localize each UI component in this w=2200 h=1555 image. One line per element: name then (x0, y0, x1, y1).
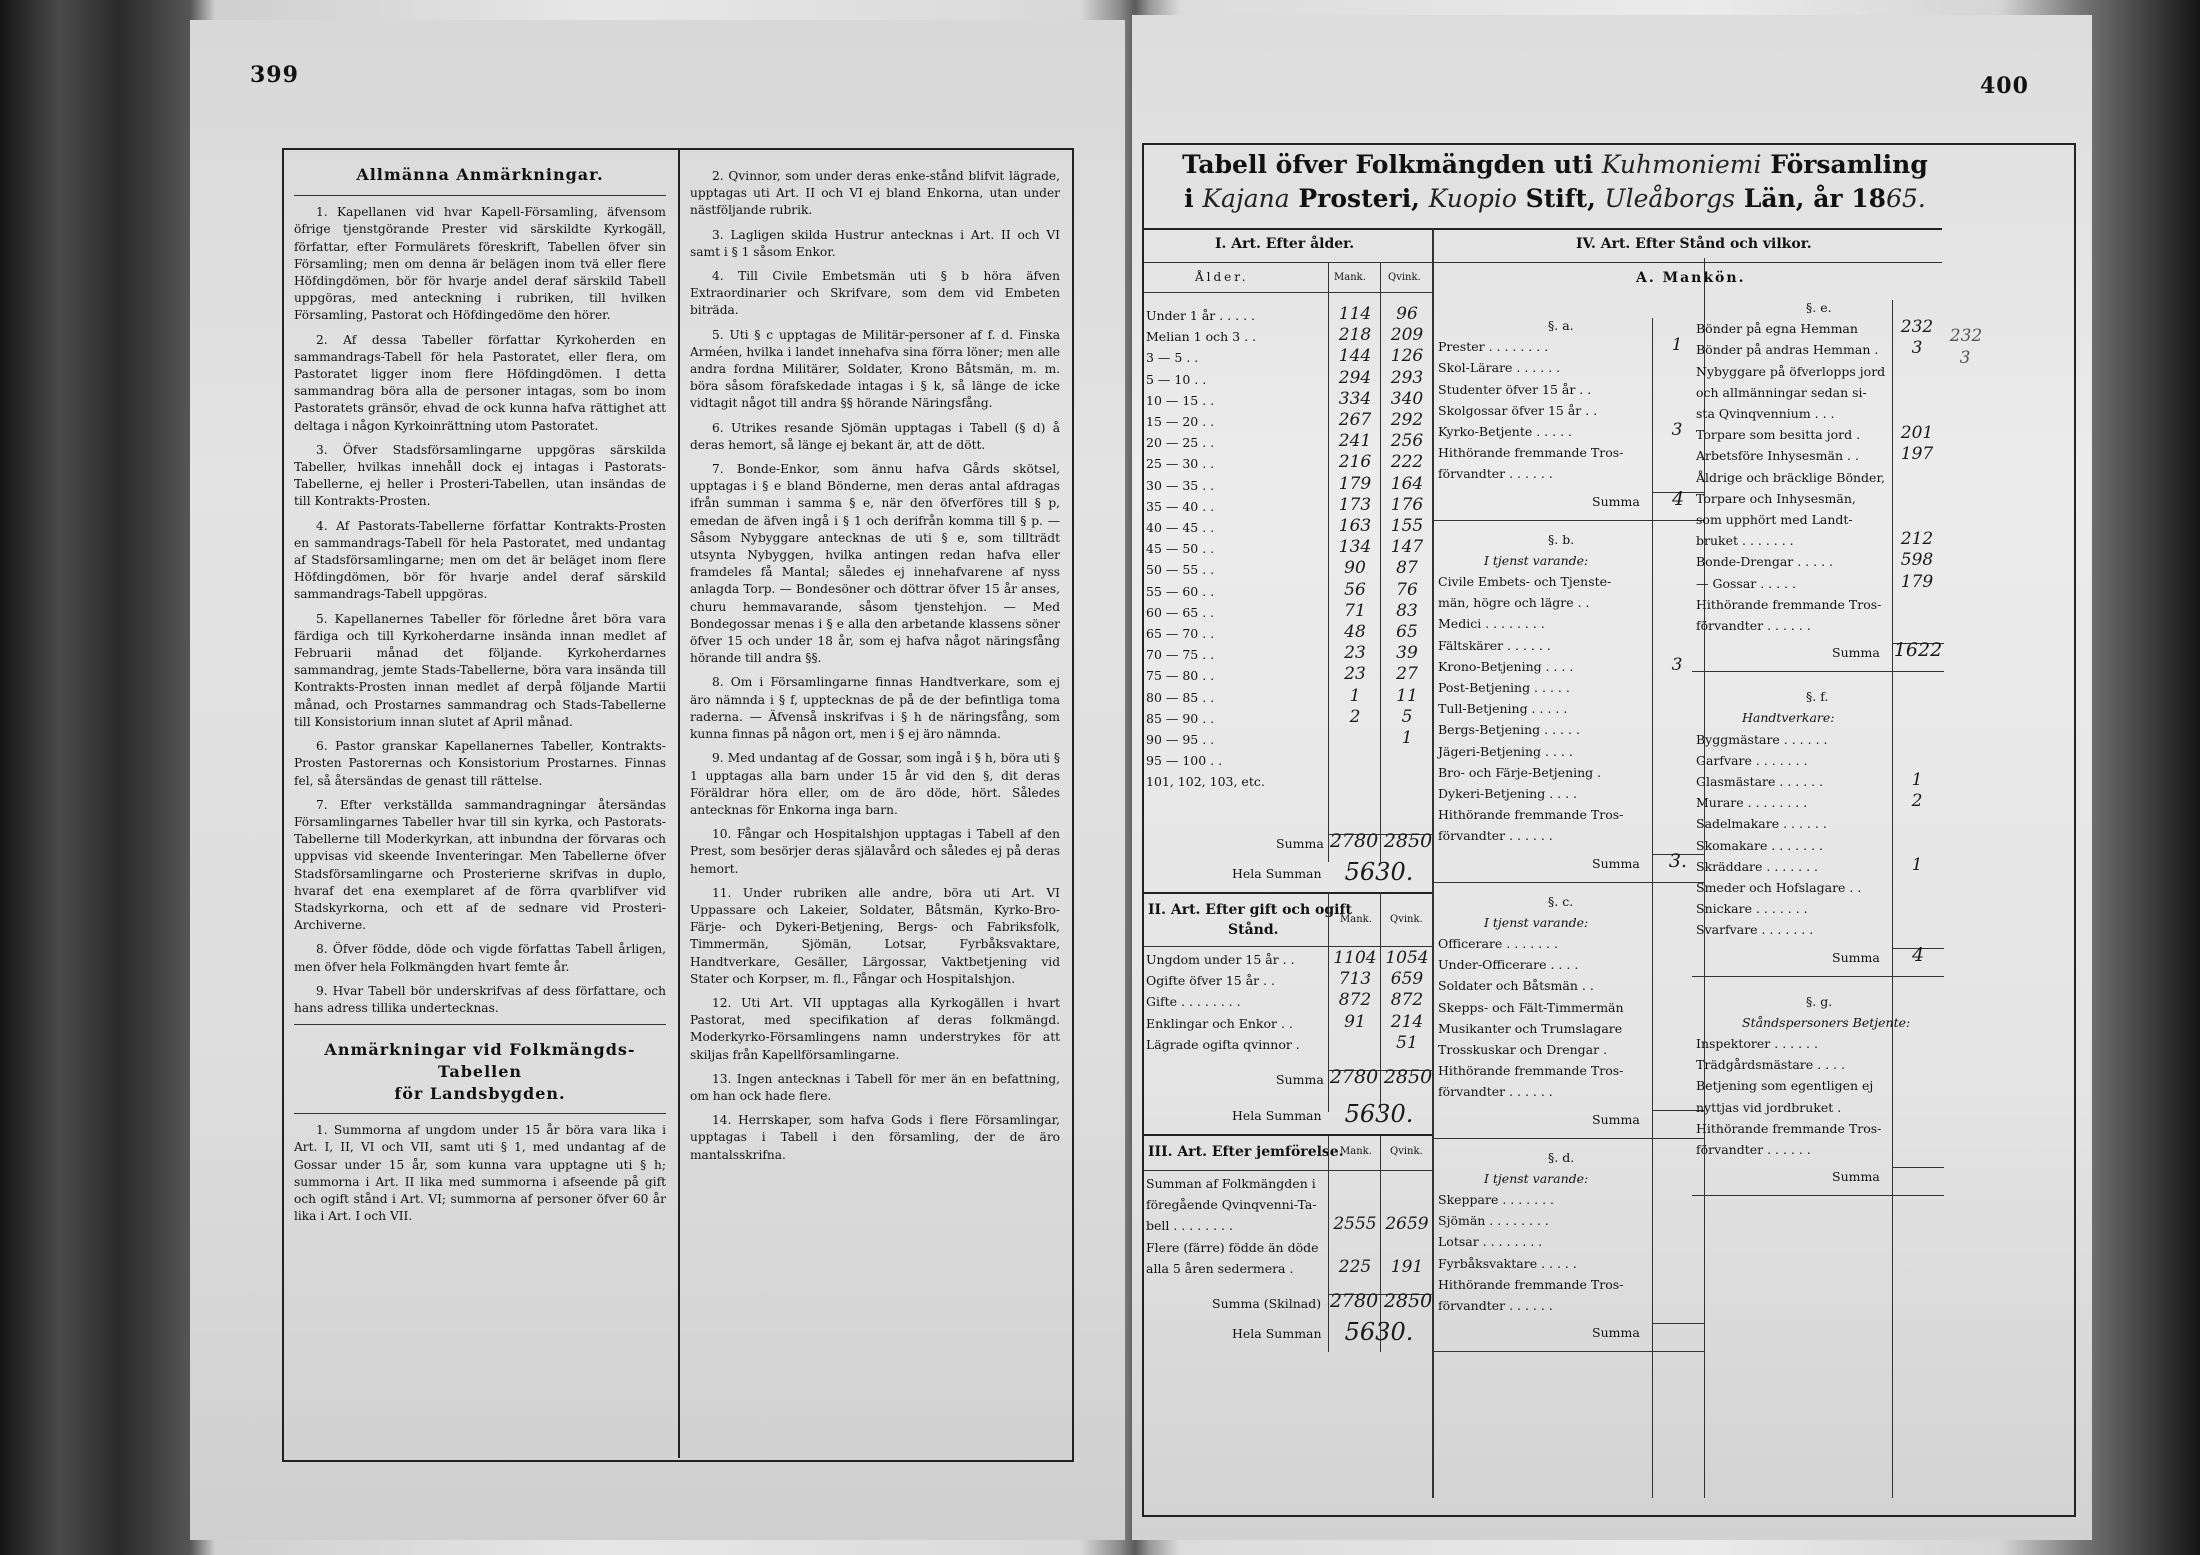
art1-row-mank: 294 (1338, 367, 1372, 388)
title-parish-handwritten: Kuhmoniemi (1601, 150, 1762, 179)
se-row-label: förvandter . . . . . . (1696, 618, 1811, 633)
title-line-1 (1180, 148, 1930, 182)
se-row-value: 598 (1900, 550, 1934, 571)
remark-8: 8. Öfver födde, döde och vigde författas Tabell årligen, men öfver hela Folkmängden hvart femte år. (294, 942, 666, 974)
sa-row-label: Skolgossar öfver 15 år . . (1438, 402, 1598, 418)
art1-row-label: 80 — 85 . . (1146, 689, 1215, 705)
sb-row-label: förvandter . . . . . . (1438, 828, 1553, 844)
art1-row-label: 50 — 55 . . (1146, 562, 1215, 578)
sb-row-label: Krono-Betjening . . . . (1438, 658, 1574, 674)
art2-row-qvink: 51 (1396, 1032, 1418, 1053)
art1-row-mank: 134 (1338, 537, 1372, 558)
art1-row-label: 35 — 40 . . (1146, 498, 1215, 514)
sc-end-rule (1434, 1138, 1704, 1139)
sa-row-label: Skol-Lärare . . . . . . (1438, 360, 1561, 376)
art2-hela: 5630. (1344, 1100, 1414, 1128)
sa-summa-value: 4 (1671, 487, 1685, 510)
art1-row-mank: 90 (1344, 558, 1366, 579)
art3-heading: III. Art. Efter jemförelse. (1148, 1144, 1344, 1160)
art4-right-value-col (1892, 300, 1893, 1498)
landsbygd-remark-2: 2. Qvinnor, som under deras enke-stånd blifvit lägrade, upptagas uti Art. II och VI ej bland Enkorna, utan under nästföljande rubrik. (690, 169, 1060, 218)
sa-end-rule (1434, 520, 1704, 521)
title-year-handwritten: 65. (1886, 184, 1926, 213)
sf-row-label: Snickare . . . . . . . (1696, 901, 1808, 917)
art3-row-label: Summan af Folkmängden i (1146, 1176, 1316, 1191)
art1-vline-1 (1328, 262, 1329, 862)
sf-summa-value: 4 (1911, 943, 1925, 966)
sf-title: §. f. (1806, 689, 1829, 705)
art2-row-label: Ungdom under 15 år . . (1146, 952, 1295, 967)
art2-row-qvink: 659 (1390, 969, 1424, 990)
sf-end-rule (1692, 976, 1944, 977)
title-text-5: Stift, (1525, 184, 1596, 213)
table-title (1180, 148, 1930, 216)
art1-col-mank: Mank. (1334, 272, 1366, 283)
se-row-value: 212 (1900, 529, 1934, 550)
art3-row-qvink: 2659 (1385, 1214, 1429, 1235)
se-row-label: bruket . . . . . . . (1696, 533, 1794, 549)
art1-row-label: 20 — 25 . . (1146, 435, 1215, 451)
se-row-label: sta Qvinqvennium . . . (1696, 406, 1835, 421)
art2-col-qvink: Qvink. (1390, 914, 1423, 925)
art1-row-mank: 1 (1349, 685, 1361, 706)
se-row-label: Åldrige och bräcklige Bönder, (1696, 469, 1886, 485)
remarks-column-2 (690, 168, 1060, 1171)
se-row-label: som upphört med Landt- (1696, 512, 1853, 527)
sa-row-label: Hithörande fremmande Tros- (1438, 445, 1624, 461)
se-row-value: 179 (1900, 571, 1934, 592)
art1-row-label: Melian 1 och 3 . . (1146, 329, 1256, 345)
landsbygd-remark-11: 11. Under rubriken alle andre, böra uti Art. VI Uppassare och Lakeier, Soldater, Båtsmän, Kyrko-Bro-Färje- och Dykeri-Betjening, Bergs- och Fabriksfolk, Timmermän, Sjömän, Lotsar, Fyrbåksvaktare, Handtverkare, Gesäller, Lärgossar, Vaktbetjening vid Stater och Korpser, m. fl., Fångar och Hospitalshjon. (690, 885, 1060, 986)
art1-row-label: 45 — 50 . . (1146, 541, 1215, 557)
art3-summa-qvink: 2850 (1383, 1290, 1433, 1312)
sf-subtitle: Handtverkare: (1742, 710, 1835, 726)
table-header-rule (1144, 228, 1942, 230)
art1-row-qvink: 83 (1396, 600, 1418, 621)
art1-row-mank: 173 (1338, 494, 1372, 515)
art1-row-label: Under 1 år . . . . . (1146, 308, 1256, 323)
landsbygd-remark-4: 4. Till Civile Embetsmän uti § b höra äfven Extraordinarier och Skrifvare, som dem vid Embeten biträda. (690, 269, 1060, 318)
sb-row-label: män, högre och lägre . . (1438, 595, 1590, 611)
sf-row-label: Svarfvare . . . . . . . (1696, 922, 1814, 938)
remarks-heading: Allmänna Anmärkningar. (356, 165, 604, 184)
art1-row-label: 55 — 60 . . (1146, 583, 1215, 599)
art1-row-mank: 334 (1338, 388, 1372, 409)
sc-row-label: Soldater och Båtsmän . . (1438, 978, 1594, 994)
sd-row-label: Lotsar . . . . . . . . (1438, 1234, 1543, 1250)
remark-9: 9. Hvar Tabell bör underskrifvas af dess författare, och hans adress tillika undertecknas. (294, 983, 666, 1015)
art3-row-qvink: 191 (1390, 1256, 1424, 1277)
art3-row-label: alla 5 åren sedermera . (1146, 1260, 1294, 1276)
art1-row-qvink: 209 (1390, 325, 1424, 346)
sa-row-label: Studenter öfver 15 år . . (1438, 381, 1592, 397)
title-text-6: Län, år 18 (1743, 184, 1887, 213)
sb-title: §. b. (1548, 531, 1575, 547)
sb-row-label: Medici . . . . . . . . (1438, 616, 1545, 632)
sub-heading-rule (294, 1113, 666, 1114)
art1-row-qvink: 5 (1401, 706, 1413, 727)
art1-row-qvink: 340 (1390, 388, 1424, 409)
sd-subtitle: I tjenst varande: (1484, 1170, 1589, 1186)
art1-row-mank: 241 (1338, 431, 1372, 452)
art4-heading: IV. Art. Efter Stånd och vilkor. (1576, 236, 1812, 252)
sc-row-label: förvandter . . . . . . (1438, 1084, 1553, 1100)
sf-row-label: Garfvare . . . . . . . (1696, 752, 1808, 768)
art1-colhead-rule (1144, 292, 1432, 293)
sc-row-label: Trosskuskar och Drengar . (1438, 1042, 1608, 1057)
sa-title: §. a. (1548, 318, 1574, 333)
art1-row-qvink: 39 (1396, 643, 1418, 664)
art1-heading: I. Art. Efter ålder. (1215, 236, 1355, 252)
art1-row-qvink: 293 (1390, 367, 1424, 388)
sf-row-value: 2 (1911, 791, 1923, 812)
art2-heading-2: Stånd. (1228, 922, 1279, 938)
sb-row-value: 3 (1671, 654, 1683, 675)
art1-row-label: 25 — 30 . . (1146, 456, 1215, 472)
art2-bottom-rule (1144, 1134, 1432, 1136)
art1-row-qvink: 256 (1390, 431, 1424, 452)
left-page (190, 20, 1125, 1540)
title-line-2 (1180, 182, 1930, 216)
art2-row-qvink: 872 (1390, 990, 1424, 1011)
art1-row-qvink: 222 (1390, 452, 1424, 473)
title-county-handwritten: Uleåborgs (1604, 184, 1736, 213)
sg-summa-label: Summa (1832, 1169, 1880, 1185)
sa-row-label: Prester . . . . . . . . (1438, 339, 1549, 355)
sb-row-label: Post-Betjening . . . . . (1438, 680, 1570, 695)
remark-4: 4. Af Pastorats-Tabellerne författar Kontrakts-Prosten en sammandrags-Tabell för hela Pastoratet, med undantag af Stadsförsamlingarne; men om det är beläget inom flere Höfdingdömen, bör för hvarje andel deraf särskild sammandrags-Tabell uppgöras. (294, 518, 666, 602)
art1-summa-mank: 2780 (1329, 830, 1379, 852)
sb-row-label: Jägeri-Betjening . . . . (1438, 743, 1573, 759)
art2-summa-mank: 2780 (1329, 1066, 1379, 1088)
left-page-number: 399 (250, 62, 299, 88)
sa-row-label: förvandter . . . . . . (1438, 466, 1553, 482)
art1-row-label: 10 — 15 . . (1146, 392, 1215, 408)
sd-row-label: Skeppare . . . . . . . (1438, 1192, 1554, 1207)
art1-row-mank: 56 (1344, 579, 1366, 600)
art4-sub: A. Mankön. (1636, 270, 1746, 286)
sg-row-label: förvandter . . . . . . (1696, 1142, 1811, 1157)
sf-row-label: Smeder och Hofslagare . . (1696, 880, 1862, 895)
art1-row-label: 40 — 45 . . (1146, 520, 1215, 535)
art1-row-mank: 163 (1338, 516, 1372, 536)
sb-row-label: Hithörande fremmande Tros- (1438, 807, 1624, 823)
se-row-value: 201 (1900, 423, 1934, 444)
art2-hela-label: Hela Summan (1232, 1108, 1322, 1123)
art3-col-qvink: Qvink. (1390, 1146, 1423, 1157)
sub-heading-line-1: Anmärkningar vid Folkmängds-Tabellen (324, 1040, 636, 1082)
sf-row-label: Sadelmakare . . . . . . (1696, 816, 1827, 832)
art1-row-qvink: 76 (1396, 579, 1418, 600)
sa-row-value: 3 (1671, 420, 1683, 440)
art1-hela-label: Hela Summan (1232, 866, 1322, 881)
art3-row-label: bell . . . . . . . . (1146, 1218, 1233, 1234)
sg-subtitle: Ståndspersoners Betjente: (1742, 1014, 1911, 1030)
remarks-column-1 (294, 160, 666, 1232)
landsbygd-remark-7: 7. Bonde-Enkor, som ännu hafva Gårds skötsel, upptagas i § e bland Bönderne, men deras antal afdragas ifrån summan i samma § e, när den öfverföres till § p, emedan de äfven ingå i § 1 och derifrån komma till § p. — Såsom Nybyggare antecknas de uti § e, som tillträdt utsynta Nybyggen, hvilka antingen redan hafva eller framdeles få Mantal; således ej innehafvarene af nyss anlagda Torp. — Bondesöner och döttrar öfver 15 år anses, churu hemmavarande, såsom tjenstehjon. — Med Bondegossar menas i § e alla den arbetande klassens söner öfver 15 och under 18 år, som ej hafva något näringsfång hörande till andra §§. (690, 462, 1060, 666)
art1-row-label: 15 — 20 . . (1146, 414, 1215, 429)
title-text-3: i (1184, 184, 1194, 213)
art1-summa-label: Summa (1276, 836, 1324, 851)
se-margin-note-2: 3 (1959, 348, 1971, 368)
remark-2: 2. Af dessa Tabeller författar Kyrkoherden en sammandrags-Tabell för hela Pastoratet, eller flera, om Pastoratet ligger inom flere Höfdingdömen. I detta sammandrag böra alla de personer intagas, som bo inom Pastoratets gränsör, ehvad de ock kunna hafva rättighet att deltaga i någon Kyrkoinrättning utom Pastoratet. (294, 332, 666, 433)
title-diocese-handwritten: Kuopio (1428, 184, 1517, 213)
se-row-label: och allmänningar sedan si- (1696, 384, 1867, 400)
sg-title: §. g. (1806, 993, 1833, 1009)
se-summa-value: 1622 (1893, 639, 1943, 662)
art1-row-mank: 144 (1338, 346, 1372, 367)
art1-row-qvink: 27 (1396, 664, 1418, 685)
sf-row-label: Skräddare . . . . . . . (1696, 858, 1819, 874)
art1-row-mank: 71 (1344, 600, 1366, 621)
art3-row-label: Flere (färre) födde än döde (1146, 1239, 1319, 1255)
art3-row-mank: 225 (1338, 1256, 1372, 1277)
art3-hela-label: Hela Summan (1232, 1326, 1322, 1341)
art1-bottom-rule (1144, 892, 1432, 894)
art1-row-mank: 114 (1338, 304, 1372, 324)
art1-row-mank: 218 (1338, 325, 1372, 346)
sb-row-label: Bro- och Färje-Betjening . (1438, 764, 1602, 780)
art1-row-label: 90 — 95 . . (1146, 732, 1215, 747)
art1-col-qvink: Qvink. (1388, 272, 1421, 283)
art1-row-label: 5 — 10 . . (1146, 371, 1207, 387)
sd-summa-rule (1652, 1323, 1704, 1324)
se-row-label: Torpare och Inhysesmän, (1696, 490, 1856, 506)
se-row-label: Bonde-Drengar . . . . . (1696, 554, 1833, 570)
sc-summa-label: Summa (1592, 1111, 1640, 1127)
art2-row-label: Lägrade ogifta qvinnor . (1146, 1036, 1300, 1052)
title-text-4: Prosteri, (1298, 184, 1420, 213)
sg-row-label: Inspektorer . . . . . . (1696, 1036, 1818, 1051)
art2-heading-1: II. Art. Efter gift och ogift (1148, 902, 1352, 918)
art1-row-label: 60 — 65 . . (1146, 604, 1215, 620)
art1-row-mank: 216 (1338, 452, 1372, 473)
se-row-label: Torpare som besitta jord . (1696, 427, 1861, 443)
art4-left-value-col (1652, 318, 1653, 1498)
sb-end-rule (1434, 882, 1704, 883)
art1-summa-qvink: 2850 (1383, 830, 1433, 852)
se-margin-note-1: 232 (1949, 326, 1983, 346)
sf-row-value: 1 (1911, 770, 1923, 790)
title-deanery-handwritten: Kajana (1202, 184, 1290, 213)
art3-head-rule (1144, 1170, 1432, 1171)
title-text-1: Tabell öfver Folkmängden uti (1182, 150, 1594, 179)
art2-row-mank: 713 (1338, 969, 1372, 990)
sb-row-label: Tull-Betjening . . . . . (1438, 701, 1568, 717)
art2-row-mank: 91 (1344, 1011, 1366, 1032)
remark-3: 3. Öfver Stadsförsamlingarne uppgöras särskilda Tabeller, hvilkas innehåll dock ej intagas i Pastorats-Tabellerne, ej heller i Prosteri-Tabellen, utan insändas de till Kontrakts-Prosten. (294, 442, 666, 509)
sd-row-label: Sjömän . . . . . . . . (1438, 1213, 1549, 1229)
sc-row-label: Officerare . . . . . . . (1438, 936, 1558, 951)
sa-row-label: Kyrko-Betjente . . . . . (1438, 424, 1572, 439)
se-row-label: — Gossar . . . . . (1696, 575, 1796, 591)
art2-row-label: Gifte . . . . . . . . (1146, 994, 1241, 1010)
sb-row-label: Bergs-Betjening . . . . . (1438, 722, 1580, 738)
remark-7: 7. Efter verkställda sammandragningar återsändas Församlingarnes Tabeller hvar till sin kyrka, och Pastorats-Tabellerne till Moderkyrkan, att inbundna der förvaras och uppvisas vid skeende Inventeringar. Men Tabellerne öfver Stadsförsamlingarne och Prosterierne skrifvas in duplo, hvaraf det ena exemplaret af de förra qvarblifver vid Stadskyrkorna, och ett af de sednare vid Prosteri-Archiverne. (294, 797, 666, 933)
art1-row-qvink: 87 (1396, 558, 1418, 579)
sc-row-label: Skepps- och Fält-Timmermän (1438, 999, 1624, 1015)
landsbygd-remark-8: 8. Om i Församlingarne finnas Handtverkare, som ej äro nämnda i § f, upptecknas de på de der befintliga toma raderna. — Äfvenså inskrifvas i § h de näringsfång, som kunna finnas på någon ort, men i § ej äro nämnda. (690, 675, 1060, 742)
art1-row-label: 65 — 70 . . (1146, 626, 1215, 641)
art1-row-qvink: 176 (1390, 494, 1424, 515)
art2-row-qvink: 214 (1390, 1011, 1424, 1032)
sd-title: §. d. (1548, 1149, 1575, 1165)
art3-col-mank: Mank. (1340, 1146, 1372, 1157)
sa-summa-label: Summa (1592, 493, 1640, 509)
remark-5: 5. Kapellanernes Tabeller för förledne året böra vara färdiga och till Kyrkoherdarne insända innan medlet af Februarii månad det följande. Kyrkoherdarnes sammandrag, jemte Stads-Tabellerne, böra vara insända till Kontrakts-Prosten innan medlet af derpå följande Martii månad, och Prostarnes sammandrag och Stads-Tabellerne till Konsistorium innan slutet af April månad. (294, 611, 666, 729)
sd-row-label: Fyrbåksvaktare . . . . . (1438, 1255, 1577, 1271)
se-end-rule (1692, 671, 1944, 672)
art2-row-label: Enklingar och Enkor . . (1146, 1015, 1293, 1031)
sg-end-rule (1692, 1195, 1944, 1196)
art1-hela: 5630. (1344, 858, 1414, 886)
se-row-label: Bönder på egna Hemman (1696, 321, 1858, 337)
art1-vline-2 (1380, 262, 1381, 862)
sc-row-label: Hithörande fremmande Tros- (1438, 1063, 1624, 1079)
sb-row-label: Civile Embets- och Tjenste- (1438, 574, 1612, 589)
se-row-label: Hithörande fremmande Tros- (1696, 596, 1882, 612)
landsbygd-remark-3: 3. Lagligen skilda Hustrur antecknas i Art. II och VI samt i § 1 såsom Enkor. (690, 227, 1060, 259)
art1-row-label: 101, 102, 103, etc. (1146, 774, 1265, 790)
art1-row-mank: 48 (1344, 622, 1366, 642)
art2-row-mank: 872 (1338, 990, 1372, 1011)
art1-row-label: 30 — 35 . . (1146, 477, 1215, 493)
art2-row-mank: 1104 (1333, 948, 1377, 968)
art3-row-mank: 2555 (1333, 1214, 1377, 1235)
divider-art4-columns (1704, 258, 1705, 1498)
art1-row-label: 75 — 80 . . (1146, 668, 1215, 684)
art1-row-qvink: 126 (1390, 346, 1424, 367)
sb-row-label: Dykeri-Betjening . . . . (1438, 786, 1578, 801)
art1-row-qvink: 292 (1390, 410, 1424, 430)
sb-summa-label: Summa (1592, 855, 1640, 871)
art1-row-qvink: 1 (1401, 728, 1413, 748)
landsbygd-remark-5: 5. Uti § c upptagas de Militär-personer af f. d. Finska Arméen, hvilka i landet innehafva sina förra löner; men alle andra fordna Militärer, Soldater, Krono Båtsmän, m. m. böra såsom förafskedade intagas i § k, så länge de icke vidtagit något till andra §§ hörande Näringsfång. (690, 327, 1060, 411)
landsbygd-remark-12: 12. Uti Art. VII upptagas alla Kyrkogällen i hvart Pastorat, med specifikation af deras folkmängd. Moderkyrko-Församlingens namn understrykes för att skiljas från Kapellförsamlingarne. (690, 995, 1060, 1062)
art2-row-qvink: 1054 (1385, 948, 1429, 968)
sf-row-value: 1 (1911, 854, 1923, 875)
remark-6: 6. Pastor granskar Kapellanernes Tabeller, Kontrakts-Prosten Pastorernas och Konsistorium Prostarnes. Finnas fel, så återsändas de genast till rättelse. (294, 739, 666, 788)
sub-heading-line-2: för Landsbygden. (394, 1084, 566, 1104)
art1-row-qvink: 11 (1396, 685, 1418, 706)
sf-summa-label: Summa (1832, 949, 1880, 965)
se-row-value: 232 (1900, 317, 1934, 338)
se-title: §. e. (1806, 300, 1832, 315)
art1-row-mank: 267 (1338, 410, 1372, 430)
art1-row-qvink: 96 (1396, 304, 1418, 324)
se-summa-label: Summa (1832, 645, 1880, 661)
art1-row-qvink: 147 (1390, 537, 1424, 558)
sf-row-label: Murare . . . . . . . . (1696, 795, 1808, 811)
sub-heading (294, 1039, 666, 1105)
sa-row-value: 1 (1671, 335, 1683, 356)
sb-row-label: Fältskärer . . . . . . (1438, 637, 1551, 653)
se-row-label: Arbetsföre Inhysesmän . . (1696, 448, 1859, 464)
art1-heading-rule (1144, 262, 1432, 263)
art2-col-mank: Mank. (1340, 914, 1372, 925)
section-rule (294, 1024, 666, 1025)
sd-end-rule (1434, 1351, 1704, 1352)
sb-subtitle: I tjenst varande: (1484, 552, 1589, 568)
art1-row-qvink: 164 (1390, 473, 1424, 494)
sd-row-label: Hithörande fremmande Tros- (1438, 1276, 1624, 1292)
art4-heading-rule (1432, 262, 1942, 263)
column-divider (678, 150, 680, 1458)
art1-row-mank: 23 (1344, 643, 1366, 664)
art1-row-mank: 23 (1344, 664, 1366, 685)
remark-1: 1. Kapellanen vid hvar Kapell-Församling, äfvensom öfrige tjenstgörande Prester vid särskildte Kyrkogäll, författar, efter Formulärets föreskrift, Tabellen öfver sin Församling; men om denna är belägen inom tvä eller flere Höfdingdömen, bör för hvarje andel deraf särskild Tabell uppgöras, med anteckning i rubriken, till hvilken Församling, Pastorat och Höfdingedöme den hörer. (294, 205, 666, 323)
sg-row-label: Hithörande fremmande Tros- (1696, 1120, 1882, 1136)
sc-row-label: Under-Officerare . . . . (1438, 957, 1579, 973)
landsbygd-remark-6: 6. Utrikes resande Sjömän upptagas i Tabell (§ d) å deras hemort, så länge ej bekant är, att de dött. (690, 420, 1060, 452)
sc-subtitle: I tjenst varande: (1484, 914, 1589, 930)
art1-row-qvink: 155 (1390, 516, 1424, 536)
art1-row-label: 95 — 100 . . (1146, 753, 1223, 769)
landsbygd-remark-14: 14. Herrskaper, som hafva Gods i flere Församlingar, upptagas i Tabell i den församling, der de äro mantalsskrifna. (690, 1113, 1060, 1162)
landsbygd-remark-10: 10. Fångar och Hospitalshjon upptagas i Tabell af den Prest, som besörjer deras själavård och således ej på deras hemort. (690, 827, 1060, 876)
art1-row-mank: 2 (1349, 706, 1361, 727)
art3-summa-label: Summa (Skilnad) (1212, 1296, 1322, 1311)
art1-row-label: 70 — 75 . . (1146, 647, 1215, 663)
se-row-label: Nybyggare på öfverlopps jord (1696, 363, 1886, 379)
sg-row-label: Trädgårdsmästare . . . . (1696, 1057, 1845, 1073)
se-row-value: 3 (1911, 338, 1923, 359)
art1-row-label: 85 — 90 . . (1146, 710, 1215, 726)
art2-summa-label: Summa (1276, 1072, 1324, 1087)
art3-hela: 5630. (1344, 1318, 1414, 1346)
se-row-value: 197 (1900, 444, 1934, 465)
sf-row-label: Byggmästare . . . . . . (1696, 731, 1828, 747)
sd-row-label: förvandter . . . . . . (1438, 1298, 1553, 1313)
sg-summa-rule (1892, 1167, 1944, 1168)
art2-summa-qvink: 2850 (1383, 1066, 1433, 1088)
sc-row-label: Musikanter och Trumslagare (1438, 1020, 1623, 1036)
se-row-label: Bönder på andras Hemman . (1696, 342, 1879, 358)
art2-row-label: Ogifte öfver 15 år . . (1146, 973, 1276, 989)
art1-col-alder: Ålder. (1195, 270, 1249, 284)
sf-row-label: Skomakare . . . . . . . (1696, 837, 1823, 853)
right-page-number: 400 (1980, 73, 2029, 99)
sg-row-label: nyttjas vid jordbruket . (1696, 1099, 1842, 1115)
landsbygd-remark-1: 1. Summorna af ungdom under 15 år böra vara lika i Art. I, II, VI och VII, samt uti § 1, med undantag af de Gossar under 15 år, som kunna vara upptagne uti § h; summorna i Art. II lika med summorna i afseende på gift och ogift stånd i Art. VI; summorna af personer öfver 60 år lika i Art. I och VII. (294, 1123, 666, 1224)
art1-row-qvink: 65 (1396, 622, 1418, 642)
art3-summa-mank: 2780 (1329, 1290, 1379, 1312)
art3-vline-1 (1328, 1136, 1329, 1352)
art2-head-rule (1144, 946, 1432, 947)
art1-row-mank: 179 (1338, 473, 1372, 494)
sd-summa-label: Summa (1592, 1325, 1640, 1341)
heading-rule (294, 195, 666, 196)
sc-title: §. c. (1548, 893, 1574, 909)
title-text-2: Församling (1770, 150, 1928, 179)
art3-row-label: föregående Qvinqvenni-Ta- (1146, 1197, 1317, 1213)
sf-row-label: Glasmästare . . . . . . (1696, 774, 1824, 789)
art1-row-label: 3 — 5 . . (1146, 350, 1199, 366)
sg-row-label: Betjening som egentligen ej (1696, 1078, 1874, 1094)
sb-summa-value: 3. (1668, 849, 1688, 872)
landsbygd-remark-9: 9. Med undantag af de Gossar, som ingå i § h, böra uti § 1 upptagas alla barn under 15 år vid den §, dit deras Föräldrar höra eller, om de äro döde, hört. Således antecknas för Enkorna inga barn. (690, 751, 1060, 817)
landsbygd-remark-13: 13. Ingen antecknas i Tabell för mer än en befattning, om han ock hade flere. (690, 1071, 1060, 1103)
